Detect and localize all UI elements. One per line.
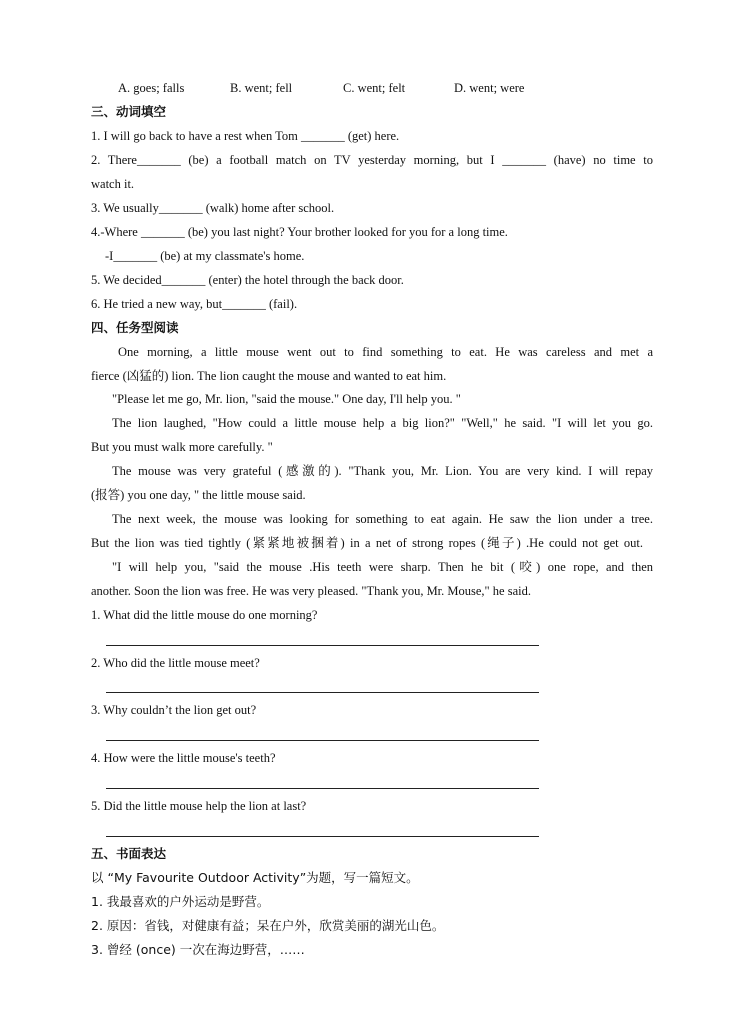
passage-line-11: another. Soon the lion was free. He was very pleased. "Thank you, Mr. Mouse," he said.: [91, 584, 531, 598]
section3-item-4: 4.-Where _______ (be) you last night? Your brother looked for you for a long time.: [91, 225, 508, 239]
question-4: 4. How were the little mouse's teeth?: [91, 751, 276, 765]
section3-heading: 三、动词填空: [91, 104, 167, 119]
passage-line-5: But you must walk more carefully. ": [91, 440, 273, 454]
passage-line-4: The lion laughed, "How could a little mouse help a big lion?" "Well," he said. "I will let you go.: [112, 416, 653, 430]
answer-line-1[interactable]: [106, 645, 539, 646]
writing-point-1: 1. 我最喜欢的户外运动是野营。: [91, 894, 270, 909]
option-b: B. went; fell: [230, 81, 293, 95]
section3-item-5: 5. We decided_______ (enter) the hotel through the back door.: [91, 273, 404, 287]
question-1: 1. What did the little mouse do one morning?: [91, 608, 318, 622]
section3-item-6: 6. He tried a new way, but_______ (fail).: [91, 297, 298, 311]
section3-item-1: 1. I will go back to have a rest when Tom _______ (get) here.: [91, 129, 400, 143]
writing-point-3: 3. 曾经 (once) 一次在海边野营，……: [91, 942, 305, 957]
passage-line-10: "I will help you, "said the mouse .His teeth were sharp. Then he bit (咬) one rope, and then: [112, 560, 653, 574]
option-a: A. goes; falls: [118, 81, 185, 95]
answer-line-5[interactable]: [106, 836, 539, 837]
question-3: 3. Why couldn’t the lion get out?: [91, 703, 257, 717]
section5-heading: 五、书面表达: [91, 846, 167, 861]
option-c: C. went; felt: [343, 81, 406, 95]
question-2: 2. Who did the little mouse meet?: [91, 656, 260, 670]
section3-item-3: 3. We usually_______ (walk) home after school.: [91, 201, 335, 215]
section4-heading: 四、任务型阅读: [91, 320, 179, 335]
passage-line-6: The mouse was very grateful (感激的). "Thank you, Mr. Lion. You are very kind. I will repay: [112, 464, 653, 478]
writing-prompt: 以 “My Favourite Outdoor Activity”为题，写一篇短文。: [91, 870, 419, 885]
section3-item-2-cont: watch it.: [91, 177, 135, 191]
answer-line-4[interactable]: [106, 788, 539, 789]
section3-item-2: 2. There_______ (be) a football match on TV yesterday morning, but I _______ (have) no time to: [91, 153, 653, 167]
passage-line-2: fierce (凶猛的) lion. The lion caught the mouse and wanted to eat him.: [91, 369, 447, 383]
question-5: 5. Did the little mouse help the lion at last?: [91, 799, 307, 813]
passage-line-9: But the lion was tied tightly (紧紧地被捆着) in a net of strong ropes (绳子) .He could not get out.: [91, 536, 643, 550]
writing-point-2: 2. 原因：省钱，对健康有益；呆在户外，欣赏美丽的湖光山色。: [91, 918, 445, 933]
option-d: D. went; were: [454, 81, 525, 95]
answer-line-2[interactable]: [106, 692, 539, 693]
passage-line-7: (报答) you one day, " the little mouse said.: [91, 488, 306, 502]
section3-item-4-answer: -I_______ (be) at my classmate's home.: [105, 249, 305, 263]
passage-line-8: The next week, the mouse was looking for something to eat again. He saw the lion under a tree.: [112, 512, 653, 526]
answer-line-3[interactable]: [106, 740, 539, 741]
passage-line-3: "Please let me go, Mr. lion, "said the mouse." One day, I'll help you. ": [112, 392, 461, 406]
passage-line-1: One morning, a little mouse went out to find something to eat. He was careless and met a: [118, 345, 653, 359]
